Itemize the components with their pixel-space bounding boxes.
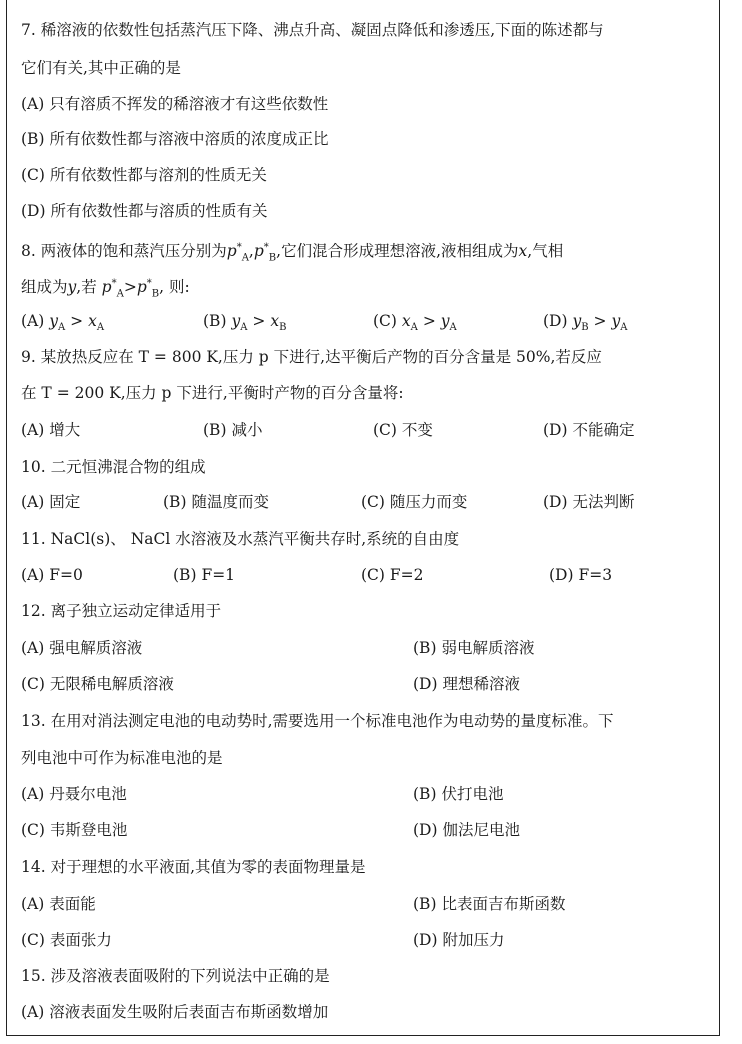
question-13-option-a[interactable]: (A) 丹聂尔电池 xyxy=(21,785,127,803)
question-14-options-row1 xyxy=(21,892,711,916)
question-14-option-d[interactable]: (D) 附加压力 xyxy=(413,931,505,949)
question-9-option-b[interactable]: (B) 减小 xyxy=(203,421,263,439)
question-13-options-row2 xyxy=(21,818,711,842)
question-10-option-b[interactable]: (B) 随温度而变 xyxy=(163,493,269,511)
question-13-options-row1 xyxy=(21,782,711,806)
question-14-option-c[interactable]: (C) 表面张力 xyxy=(21,931,112,949)
question-11-stem: 11. NaCl(s)、 NaCl 水溶液及水蒸汽平衡共存时,系统的自由度 xyxy=(21,530,460,548)
question-14-option-b[interactable]: (B) 比表面吉布斯函数 xyxy=(413,895,566,913)
question-12-option-a[interactable]: (A) 强电解质溶液 xyxy=(21,639,143,657)
question-9-stem-cont: 在 T = 200 K,压力 p 下进行,平衡时产物的百分含量将: xyxy=(21,384,404,402)
question-13-stem-cont: 列电池中可作为标准电池的是 xyxy=(21,749,223,767)
question-10-option-d[interactable]: (D) 无法判断 xyxy=(543,493,635,511)
question-10-option-a[interactable]: (A) 固定 xyxy=(21,493,81,511)
question-11-option-a[interactable]: (A) F=0 xyxy=(21,566,83,584)
question-7-option-d[interactable]: (D) 所有依数性都与溶质的性质有关 xyxy=(21,202,268,220)
question-13-stem: 13. 在用对消法测定电池的电动势时,需要选用一个标准电池作为电动势的量度标准。下 xyxy=(21,712,614,730)
question-12-option-d[interactable]: (D) 理想稀溶液 xyxy=(413,675,520,693)
question-9-options xyxy=(21,418,711,442)
question-9-option-c[interactable]: (C) 不变 xyxy=(373,421,433,439)
question-15-option-a[interactable]: (A) 溶液表面发生吸附后表面吉布斯函数增加 xyxy=(21,1003,329,1021)
question-14-stem: 14. 对于理想的水平液面,其值为零的表面物理量是 xyxy=(21,858,366,876)
question-13-option-b[interactable]: (B) 伏打电池 xyxy=(413,785,504,803)
question-8-stem-cont: 组成为y,若 $p^*_A>p^*_B$, 则: xyxy=(21,278,190,300)
question-13-option-d[interactable]: (D) 伽法尼电池 xyxy=(413,821,520,839)
question-11-option-b[interactable]: (B) F=1 xyxy=(173,566,236,584)
question-8-stem: 8. 两液体的饱和蒸汽压分别为$p^*_A,p^*_B$,它们混合形成理想溶液,液相组成为x,气相 xyxy=(21,242,564,264)
question-7-option-b[interactable]: (B) 所有依数性都与溶液中溶质的浓度成正比 xyxy=(21,130,329,148)
question-8-option-b[interactable]: (B) $y_A > x_B$ xyxy=(203,312,287,334)
question-15-stem: 15. 涉及溶液表面吸附的下列说法中正确的是 xyxy=(21,967,330,985)
question-9-stem: 9. 某放热反应在 T = 800 K,压力 p 下进行,达平衡后产物的百分含量是 50%,若反应 xyxy=(21,348,602,366)
question-13-option-c[interactable]: (C) 韦斯登电池 xyxy=(21,821,128,839)
question-8-options xyxy=(21,309,711,333)
question-12-option-c[interactable]: (C) 无限稀电解质溶液 xyxy=(21,675,174,693)
question-7-stem: 7. 稀溶液的依数性包括蒸汽压下降、沸点升高、凝固点降低和渗透压,下面的陈述都与 xyxy=(21,21,604,39)
question-10-option-c[interactable]: (C) 随压力而变 xyxy=(361,493,468,511)
question-12-options-row1 xyxy=(21,636,711,660)
question-11-option-d[interactable]: (D) F=3 xyxy=(549,566,613,584)
question-9-option-d[interactable]: (D) 不能确定 xyxy=(543,421,635,439)
question-12-options-row2 xyxy=(21,672,711,696)
question-9-option-a[interactable]: (A) 增大 xyxy=(21,421,81,439)
question-12-option-b[interactable]: (B) 弱电解质溶液 xyxy=(413,639,535,657)
question-8-option-a[interactable]: (A) $y_A > x_A$ xyxy=(21,312,105,334)
question-7-stem-cont: 它们有关,其中正确的是 xyxy=(21,59,181,77)
question-7-option-a[interactable]: (A) 只有溶质不挥发的稀溶液才有这些依数性 xyxy=(21,95,329,113)
question-14-option-a[interactable]: (A) 表面能 xyxy=(21,895,96,913)
question-7-option-c[interactable]: (C) 所有依数性都与溶剂的性质无关 xyxy=(21,166,267,184)
question-8-option-c[interactable]: (C) $x_A > y_A$ xyxy=(373,312,457,334)
question-8-option-d[interactable]: (D) $y_B > y_A$ xyxy=(543,312,628,334)
question-10-options xyxy=(21,490,711,514)
question-10-stem: 10. 二元恒沸混合物的组成 xyxy=(21,458,206,476)
question-11-options xyxy=(21,563,711,587)
exam-page xyxy=(6,0,720,1036)
question-14-options-row2 xyxy=(21,928,711,952)
question-11-option-c[interactable]: (C) F=2 xyxy=(361,566,424,584)
question-12-stem: 12. 离子独立运动定律适用于 xyxy=(21,602,222,620)
